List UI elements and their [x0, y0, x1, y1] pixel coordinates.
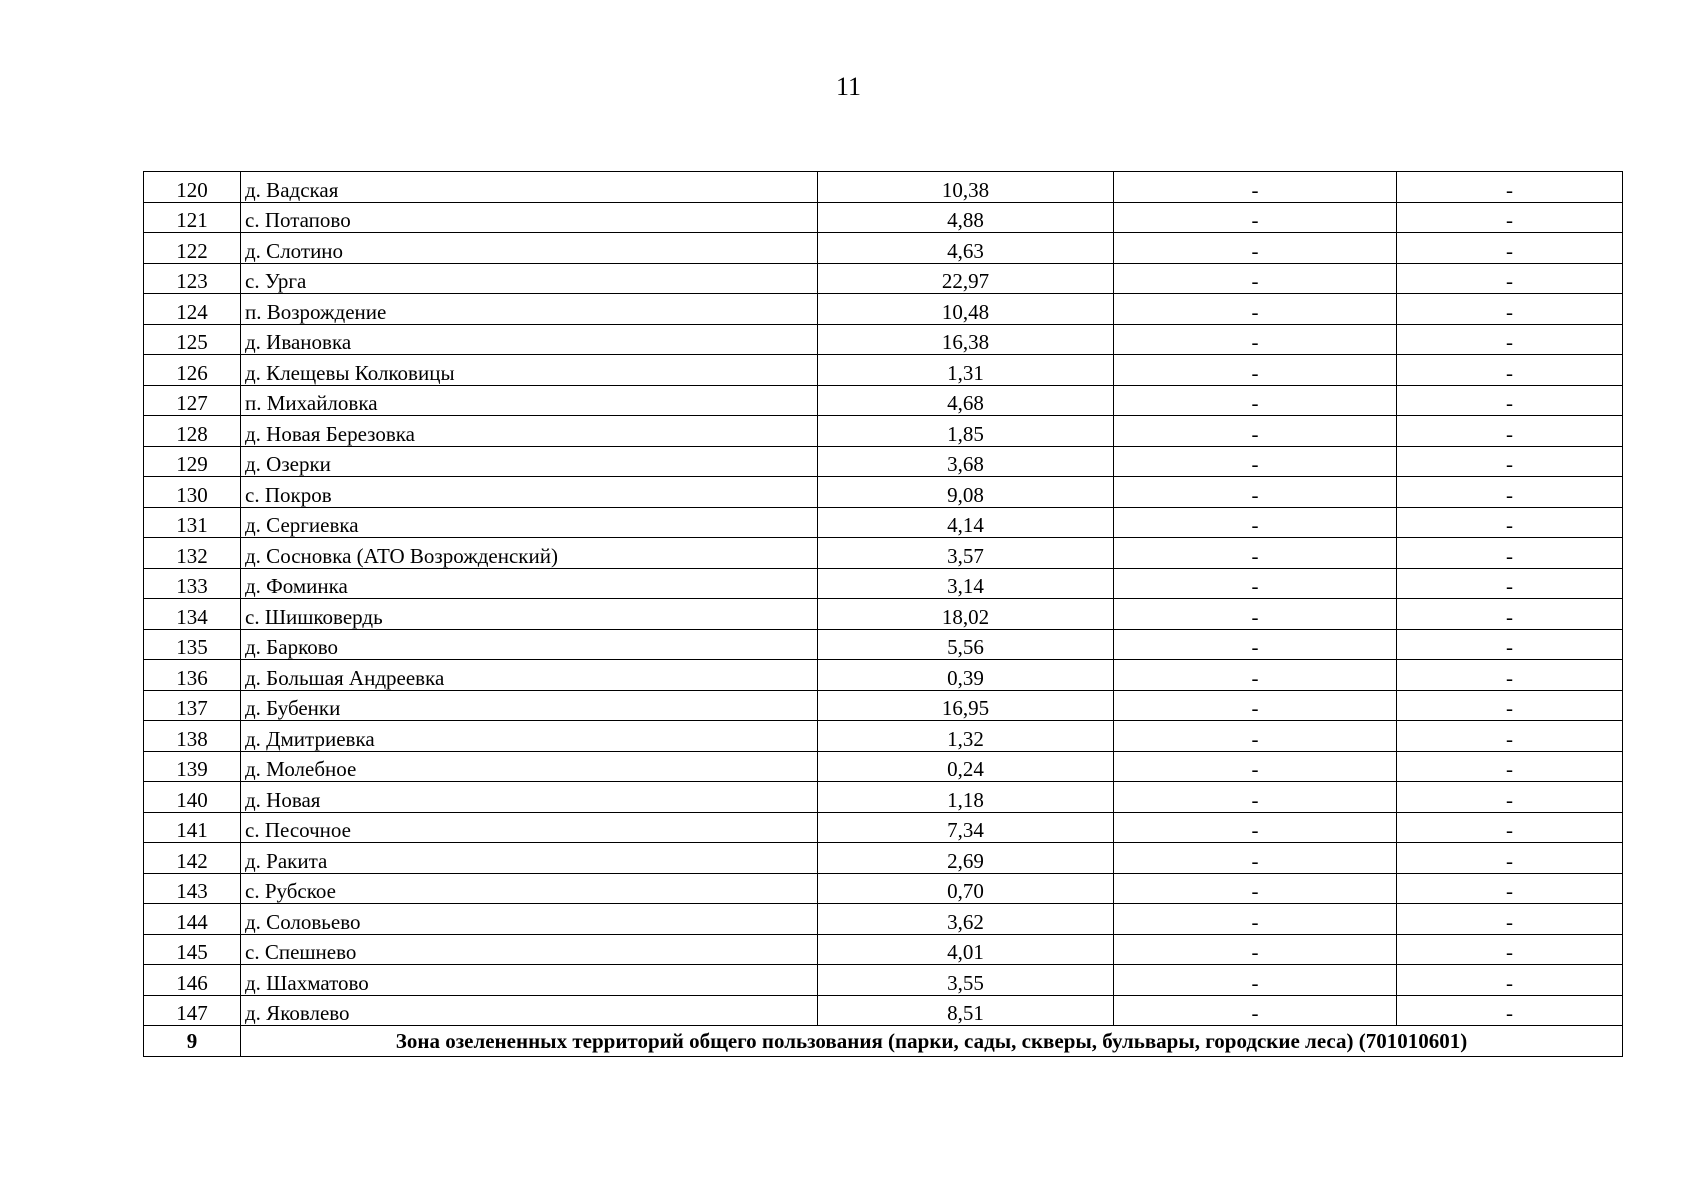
row-number-cell: 121 [144, 202, 241, 233]
area-cell: 3,62 [818, 904, 1114, 935]
area-cell: 1,31 [818, 355, 1114, 386]
settlement-name-cell: д. Бубенки [241, 690, 818, 721]
settlement-name-cell: с. Покров [241, 477, 818, 508]
area-cell: 4,01 [818, 934, 1114, 965]
table-row [144, 599, 1623, 630]
settlement-name-cell: с. Шишковердь [241, 599, 818, 630]
row-number-cell: 127 [144, 385, 241, 416]
area-cell: 3,68 [818, 446, 1114, 477]
settlement-name-cell: д. Шахматово [241, 965, 818, 996]
row-number-cell: 139 [144, 751, 241, 782]
area-cell: 4,14 [818, 507, 1114, 538]
row-number-cell: 142 [144, 843, 241, 874]
row-number-cell: 146 [144, 965, 241, 996]
table-row [144, 751, 1623, 782]
area-cell: 1,85 [818, 416, 1114, 447]
column-5-cell: - [1397, 416, 1623, 447]
table-row [144, 660, 1623, 691]
column-5-cell: - [1397, 294, 1623, 325]
table-row [144, 416, 1623, 447]
settlement-name-cell: д. Яковлево [241, 995, 818, 1026]
settlement-name-cell: д. Слотино [241, 233, 818, 264]
table-row [144, 812, 1623, 843]
table-row [144, 263, 1623, 294]
column-4-cell: - [1114, 934, 1397, 965]
area-cell: 3,55 [818, 965, 1114, 996]
column-5-cell: - [1397, 599, 1623, 630]
table-row [144, 294, 1623, 325]
area-cell: 4,63 [818, 233, 1114, 264]
page-number: 11 [835, 72, 862, 101]
settlement-name-cell: д. Соловьево [241, 904, 818, 935]
settlement-name-cell: д. Сергиевка [241, 507, 818, 538]
column-4-cell: - [1114, 568, 1397, 599]
settlement-name-cell: д. Клещевы Колковицы [241, 355, 818, 386]
table-row [144, 690, 1623, 721]
table-row [144, 904, 1623, 935]
table-row [144, 934, 1623, 965]
row-number-cell: 120 [144, 172, 241, 203]
column-4-cell: - [1114, 355, 1397, 386]
column-4-cell: - [1114, 629, 1397, 660]
settlement-name-cell: д. Новая Березовка [241, 416, 818, 447]
table-row [144, 782, 1623, 813]
row-number-cell: 125 [144, 324, 241, 355]
column-4-cell: - [1114, 812, 1397, 843]
table-row [144, 446, 1623, 477]
column-4-cell: - [1114, 294, 1397, 325]
table-row [144, 843, 1623, 874]
column-4-cell: - [1114, 538, 1397, 569]
settlement-name-cell: д. Дмитриевка [241, 721, 818, 752]
column-5-cell: - [1397, 690, 1623, 721]
column-5-cell: - [1397, 202, 1623, 233]
settlement-name-cell: с. Урга [241, 263, 818, 294]
row-number-cell: 129 [144, 446, 241, 477]
table-row [144, 507, 1623, 538]
row-number-cell: 132 [144, 538, 241, 569]
settlement-name-cell: с. Песочное [241, 812, 818, 843]
settlement-name-cell: с. Потапово [241, 202, 818, 233]
column-5-cell: - [1397, 385, 1623, 416]
column-4-cell: - [1114, 477, 1397, 508]
column-5-cell: - [1397, 538, 1623, 569]
settlement-name-cell: д. Большая Андреевка [241, 660, 818, 691]
settlement-name-cell: п. Михайловка [241, 385, 818, 416]
row-number-cell: 147 [144, 995, 241, 1026]
row-number-cell: 133 [144, 568, 241, 599]
column-4-cell: - [1114, 385, 1397, 416]
column-4-cell: - [1114, 904, 1397, 935]
table-row [144, 873, 1623, 904]
table-row [144, 385, 1623, 416]
column-5-cell: - [1397, 324, 1623, 355]
row-number-cell: 140 [144, 782, 241, 813]
column-4-cell: - [1114, 416, 1397, 447]
column-4-cell: - [1114, 233, 1397, 264]
area-cell: 5,56 [818, 629, 1114, 660]
area-cell: 1,18 [818, 782, 1114, 813]
table-row [144, 995, 1623, 1026]
area-cell: 10,48 [818, 294, 1114, 325]
column-4-cell: - [1114, 660, 1397, 691]
column-5-cell: - [1397, 934, 1623, 965]
row-number-cell: 138 [144, 721, 241, 752]
row-number-cell: 144 [144, 904, 241, 935]
section-title-cell: Зона озелененных территорий общего пользования (парки, сады, скверы, бульвары, городские леса) (701010601) [241, 1026, 1623, 1057]
table-body [144, 172, 1623, 1057]
settlement-name-cell: с. Рубское [241, 873, 818, 904]
table-row [144, 538, 1623, 569]
area-cell: 7,34 [818, 812, 1114, 843]
row-number-cell: 131 [144, 507, 241, 538]
area-cell: 0,24 [818, 751, 1114, 782]
table-row [144, 233, 1623, 264]
settlement-name-cell: д. Ивановка [241, 324, 818, 355]
column-5-cell: - [1397, 812, 1623, 843]
column-4-cell: - [1114, 263, 1397, 294]
area-cell: 9,08 [818, 477, 1114, 508]
column-4-cell: - [1114, 995, 1397, 1026]
table-row [144, 568, 1623, 599]
column-5-cell: - [1397, 873, 1623, 904]
section-number-cell: 9 [144, 1026, 241, 1057]
area-cell: 4,88 [818, 202, 1114, 233]
column-5-cell: - [1397, 629, 1623, 660]
column-5-cell: - [1397, 965, 1623, 996]
column-4-cell: - [1114, 965, 1397, 996]
column-5-cell: - [1397, 660, 1623, 691]
column-5-cell: - [1397, 843, 1623, 874]
area-cell: 10,38 [818, 172, 1114, 203]
column-5-cell: - [1397, 263, 1623, 294]
column-5-cell: - [1397, 721, 1623, 752]
area-cell: 0,70 [818, 873, 1114, 904]
row-number-cell: 122 [144, 233, 241, 264]
zones-table [143, 171, 1623, 1057]
settlement-name-cell: с. Спешнево [241, 934, 818, 965]
settlement-name-cell: п. Возрождение [241, 294, 818, 325]
table-row [144, 721, 1623, 752]
column-5-cell: - [1397, 904, 1623, 935]
settlement-name-cell: д. Вадская [241, 172, 818, 203]
area-cell: 8,51 [818, 995, 1114, 1026]
table-row [144, 324, 1623, 355]
column-5-cell: - [1397, 995, 1623, 1026]
column-4-cell: - [1114, 873, 1397, 904]
table-row [144, 965, 1623, 996]
column-4-cell: - [1114, 172, 1397, 203]
table-row [144, 172, 1623, 203]
column-4-cell: - [1114, 446, 1397, 477]
column-5-cell: - [1397, 477, 1623, 508]
column-5-cell: - [1397, 507, 1623, 538]
column-4-cell: - [1114, 721, 1397, 752]
column-5-cell: - [1397, 233, 1623, 264]
column-5-cell: - [1397, 751, 1623, 782]
area-cell: 0,39 [818, 660, 1114, 691]
settlement-name-cell: д. Сосновка (АТО Возрожденский) [241, 538, 818, 569]
column-4-cell: - [1114, 843, 1397, 874]
column-4-cell: - [1114, 782, 1397, 813]
row-number-cell: 135 [144, 629, 241, 660]
area-cell: 2,69 [818, 843, 1114, 874]
column-4-cell: - [1114, 751, 1397, 782]
column-4-cell: - [1114, 690, 1397, 721]
row-number-cell: 130 [144, 477, 241, 508]
settlement-name-cell: д. Новая [241, 782, 818, 813]
settlement-name-cell: д. Ракита [241, 843, 818, 874]
column-5-cell: - [1397, 446, 1623, 477]
column-4-cell: - [1114, 324, 1397, 355]
area-cell: 18,02 [818, 599, 1114, 630]
settlement-name-cell: д. Барково [241, 629, 818, 660]
row-number-cell: 124 [144, 294, 241, 325]
table-row [144, 202, 1623, 233]
column-5-cell: - [1397, 355, 1623, 386]
area-cell: 3,14 [818, 568, 1114, 599]
settlement-name-cell: д. Фоминка [241, 568, 818, 599]
table-row [144, 477, 1623, 508]
row-number-cell: 126 [144, 355, 241, 386]
table-row [144, 629, 1623, 660]
row-number-cell: 143 [144, 873, 241, 904]
area-cell: 16,95 [818, 690, 1114, 721]
column-5-cell: - [1397, 782, 1623, 813]
area-cell: 22,97 [818, 263, 1114, 294]
row-number-cell: 137 [144, 690, 241, 721]
column-5-cell: - [1397, 172, 1623, 203]
settlement-name-cell: д. Молебное [241, 751, 818, 782]
row-number-cell: 128 [144, 416, 241, 447]
row-number-cell: 136 [144, 660, 241, 691]
section-row [144, 1026, 1623, 1057]
column-4-cell: - [1114, 599, 1397, 630]
area-cell: 4,68 [818, 385, 1114, 416]
area-cell: 3,57 [818, 538, 1114, 569]
row-number-cell: 141 [144, 812, 241, 843]
row-number-cell: 123 [144, 263, 241, 294]
column-4-cell: - [1114, 507, 1397, 538]
column-4-cell: - [1114, 202, 1397, 233]
settlement-name-cell: д. Озерки [241, 446, 818, 477]
table-row [144, 355, 1623, 386]
column-5-cell: - [1397, 568, 1623, 599]
area-cell: 1,32 [818, 721, 1114, 752]
row-number-cell: 145 [144, 934, 241, 965]
row-number-cell: 134 [144, 599, 241, 630]
area-cell: 16,38 [818, 324, 1114, 355]
